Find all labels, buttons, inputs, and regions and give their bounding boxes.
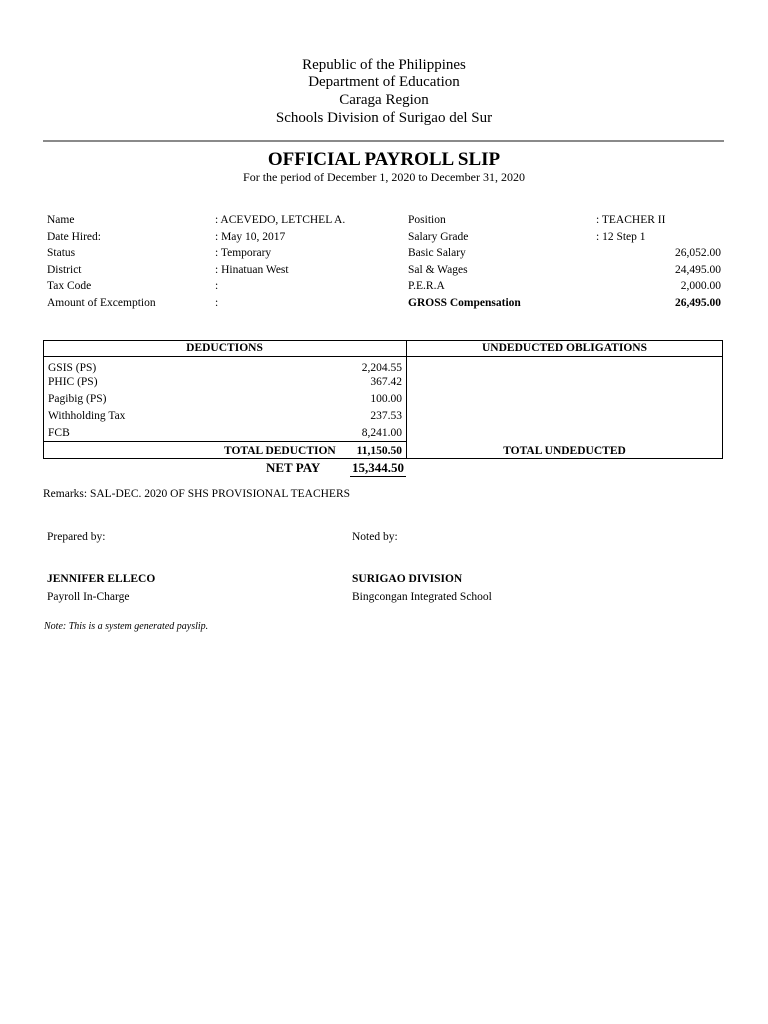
header-division: Schools Division of Surigao del Sur (275, 110, 493, 126)
deduction-value-pagibig: 100.00 (370, 393, 402, 405)
value-position: : TEACHER II (596, 214, 666, 226)
table-total-divider (43, 441, 406, 442)
page-title: OFFICIAL PAYROLL SLIP (267, 149, 501, 170)
noted-by-role: Bingcongan Integrated School (352, 591, 492, 603)
label-basic-salary: Basic Salary (408, 247, 466, 259)
value-district: : Hinatuan West (215, 264, 289, 276)
value-sal-wages: 24,495.00 (675, 264, 721, 276)
label-gross: GROSS Compensation (408, 297, 521, 309)
header-republic: Republic of the Philippines (302, 57, 466, 73)
label-salary-grade: Salary Grade (408, 231, 469, 243)
prepared-by-label: Prepared by: (47, 531, 106, 543)
value-tax-code: : (215, 280, 219, 292)
deductions-header: DEDUCTIONS (186, 342, 263, 354)
prepared-by-name: JENNIFER ELLECO (47, 573, 156, 585)
net-pay-value: 15,344.50 (352, 460, 404, 475)
value-salary-grade: : 12 Step 1 (596, 231, 646, 243)
label-date-hired: Date Hired: (47, 231, 101, 243)
total-undeducted-label: TOTAL UNDEDUCTED (503, 445, 626, 457)
prepared-by-role: Payroll In-Charge (47, 591, 130, 603)
table-header-divider (43, 356, 723, 357)
deduction-label-phic: PHIC (PS) (48, 376, 98, 388)
deduction-label-pagibig: Pagibig (PS) (48, 393, 107, 405)
label-sal-wages: Sal & Wages (408, 264, 468, 276)
label-position: Position (408, 214, 446, 226)
value-basic-salary: 26,052.00 (675, 247, 721, 259)
net-pay-underline (350, 476, 406, 477)
noted-by-name: SURIGAO DIVISION (352, 573, 463, 585)
value-status: : Temporary (215, 247, 272, 259)
header-region: Caraga Region (339, 92, 429, 108)
total-deduction-value: 11,150.50 (356, 445, 402, 457)
total-deduction-label: TOTAL DEDUCTION (224, 445, 336, 457)
label-tax-code: Tax Code (47, 280, 92, 292)
header-department: Department of Education (308, 74, 460, 90)
header-divider (43, 140, 724, 142)
system-note: Note: This is a system generated payslip. (44, 621, 209, 632)
value-exemption: : (215, 297, 219, 309)
label-name: Name (47, 214, 75, 226)
pay-period: For the period of December 1, 2020 to December 31, 2020 (243, 170, 525, 184)
deduction-value-tax: 237.53 (370, 410, 402, 422)
value-date-hired: : May 10, 2017 (215, 231, 286, 243)
undeducted-header: UNDEDUCTED OBLIGATIONS (482, 342, 647, 354)
deduction-label-fcb: FCB (48, 427, 70, 439)
value-name: : ACEVEDO, LETCHEL A. (215, 214, 346, 226)
table-divider-vertical (406, 340, 407, 459)
deduction-value-gsis: 2,204.55 (361, 362, 402, 374)
remarks: Remarks: SAL-DEC. 2020 OF SHS PROVISIONAL TEACHERS (43, 488, 351, 500)
label-status: Status (47, 247, 76, 259)
net-pay-label: NET PAY (266, 460, 321, 475)
label-pera: P.E.R.A (408, 280, 445, 292)
label-district: District (47, 264, 82, 276)
deduction-label-gsis: GSIS (PS) (48, 362, 97, 374)
value-gross: 26,495.00 (675, 297, 721, 309)
noted-by-label: Noted by: (352, 531, 398, 543)
label-exemption: Amount of Excemption (47, 297, 156, 309)
deduction-value-phic: 367.42 (370, 376, 402, 388)
deduction-label-tax: Withholding Tax (48, 410, 126, 422)
deduction-value-fcb: 8,241.00 (361, 427, 402, 439)
value-pera: 2,000.00 (680, 280, 721, 292)
